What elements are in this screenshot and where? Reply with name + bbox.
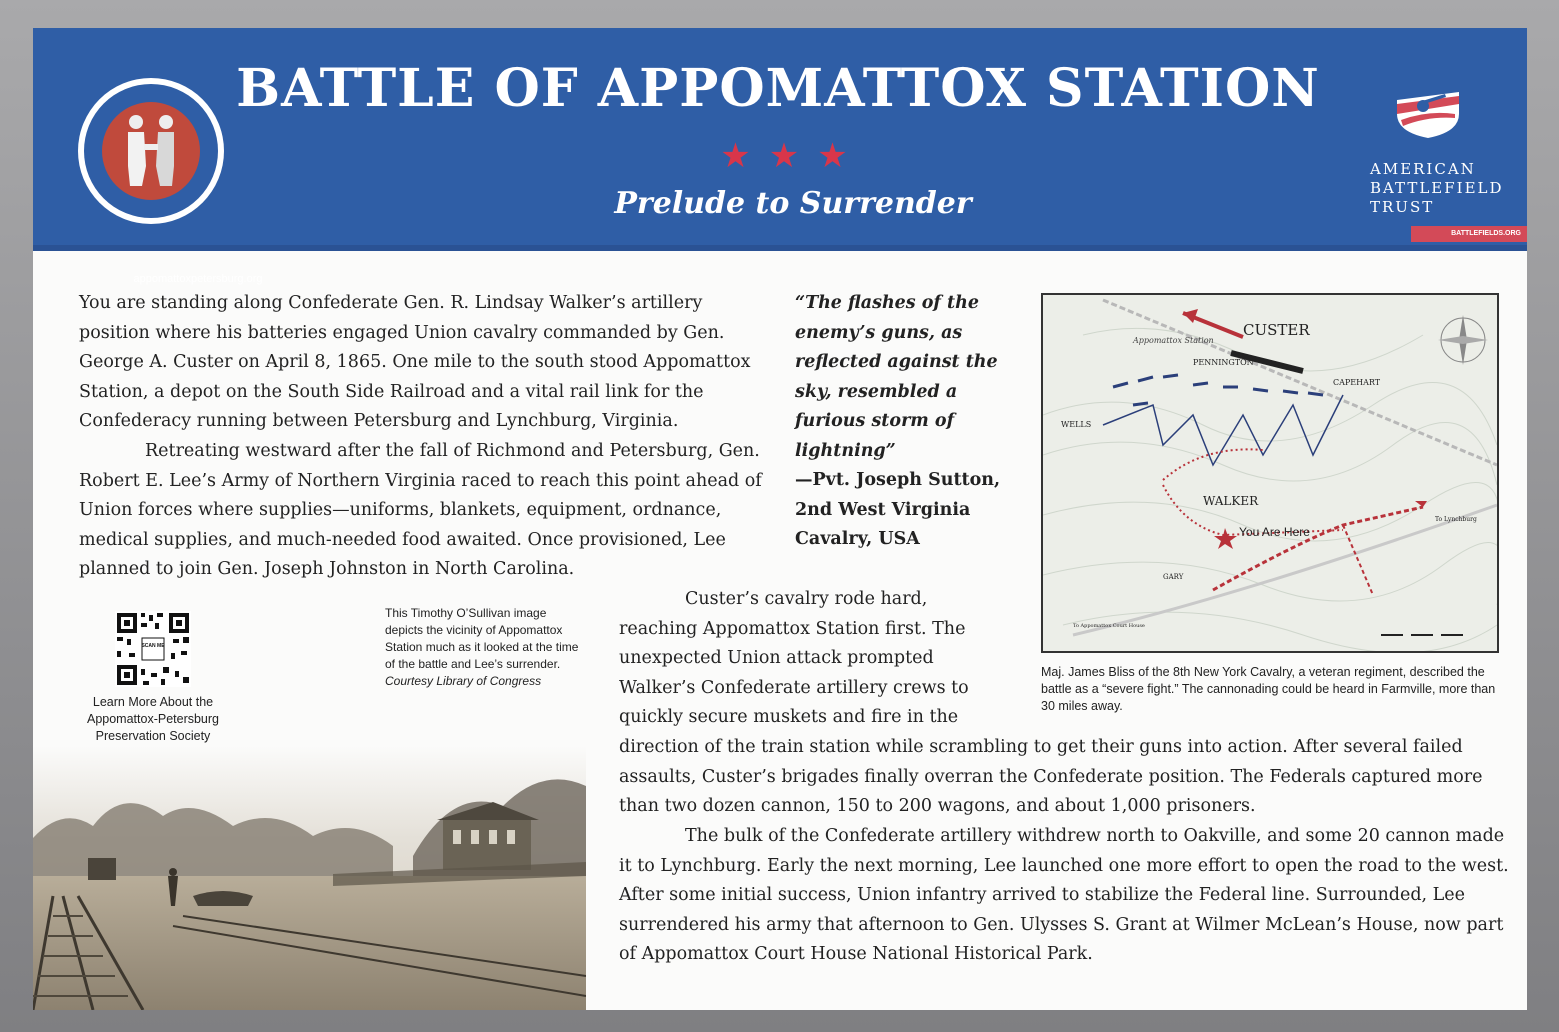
header-stripe [33, 245, 1527, 251]
sign-header [33, 28, 1527, 285]
terrain-contours [1043, 328, 1497, 651]
photo-caption-text: This Timothy O’Sullivan image depicts the vicinity of Appomattox Station much as it looked at the time of the battle and Lee’s surrender. [385, 606, 579, 671]
battle-map [1041, 293, 1499, 653]
photo-caption [385, 605, 585, 690]
sign-subtitle: Prelude to Surrender [614, 186, 972, 221]
qr-caption: Learn More About the Appomattox-Petersburg Preservation Society [86, 695, 219, 743]
paragraph-1: You are standing along Confederate Gen. R. Lindsay Walker’s artillery position where his batteries engaged Union cavalry commanded by Gen. George A. Custer on April 8, 1865. One mile to the south stood Appomattox Station, a depot on the South Side Railroad and a vital rail link for the Confederacy running between Petersburg and Lynchburg, Virginia. [79, 293, 751, 431]
qr-badge: SCAN ME [141, 643, 165, 649]
retreat-route [1213, 507, 1423, 590]
interpretive-sign [33, 28, 1527, 1010]
label-capehart: CAPEHART [1333, 378, 1381, 387]
you-are-here-star-icon [1214, 528, 1237, 549]
label-you-are-here: You Are Here [1239, 525, 1310, 539]
pull-quote [795, 289, 1025, 555]
soldiers-handshake-icon [116, 108, 186, 188]
historic-photo [33, 746, 586, 1010]
sign-title: BATTLE OF APPOMATTOX STATION [236, 58, 1320, 119]
quote-text: “The flashes of the enemy’s guns, as reflected against the sky, resembled a furious storm of lightning” [795, 293, 998, 461]
label-custer: CUSTER [1243, 321, 1310, 339]
seal-url: appomattoxpetersburg.org [133, 273, 263, 285]
railcar [88, 858, 116, 880]
battlefields-url: BATTLEFIELDS.ORG [1411, 226, 1527, 242]
label-to-court-house: To Appomattox Court House [1073, 623, 1145, 629]
quote-attribution: —Pvt. Joseph Sutton, 2nd West Virginia Cavalry, USA [795, 470, 1001, 549]
label-to-lynchburg: To Lynchburg [1435, 516, 1477, 523]
trust-line-3: TRUST [1370, 198, 1435, 216]
qr-code-icon[interactable] [115, 611, 191, 687]
paragraph-3-end: direction of the train station while scrambling to get their guns into action. After several failed assaults, Custer’s brigades finally overran the Confederate position. The Federals captured more than two dozen cannon, 150 to 200 wagons, and about 1,000 prisoners. [619, 737, 1483, 816]
paragraph-3-start: Custer’s cavalry rode hard, reaching Appomattox Station first. The unexpected Union attack prompted Walker’s Confederate artillery crews to quickly secure muskets and fire in the [619, 589, 969, 727]
map-caption: Maj. James Bliss of the 8th New York Cavalry, a veteran regiment, described the battle as a “severe fight.” The cannonading could be heard in Farmville, more than 30 miles away. [1041, 665, 1496, 713]
preservation-society-seal [78, 78, 263, 285]
photo-credit: Courtesy Library of Congress [385, 674, 542, 688]
trust-line-1: AMERICAN [1370, 160, 1476, 178]
railroad-station-photo [33, 746, 586, 1010]
label-station: Appomattox Station [1133, 336, 1214, 345]
trust-line-2: BATTLEFIELD [1370, 179, 1504, 197]
stars-icon: ★★★ [720, 136, 866, 176]
label-gary: GARY [1163, 573, 1184, 581]
paragraph-2: Retreating westward after the fall of Richmond and Petersburg, Gen. Robert E. Lee’s Army of Northern Virginia raced to reach this point ahead of Union forces where supplies—uniforms, blankets, equipment, ordnance, medical supplies, and much-needed food awaited. Once provisioned, Lee planned to join Gen. Joseph Johnston in North Carolina. [79, 441, 762, 579]
label-walker: WALKER [1203, 494, 1259, 508]
paragraph-4: The bulk of the Confederate artillery withdrew north to Oakville, and some 20 cannon made it to Lynchburg. Early the next morning, Lee launched one more effort to open the road to the west. After some initial success, Union infantry arrived to stabilize the Federal line. Surrounded, Lee surrendered his army that afternoon to Gen. Ulysses S. Grant at Wilmer McLean’s House, now part of Appomattox Court House National Historical Park. [619, 826, 1509, 964]
battle-map-drawing [1043, 295, 1497, 651]
battlefield-trust-logo [1393, 70, 1463, 140]
label-pennington: PENNINGTON [1193, 358, 1254, 367]
label-wells: WELLS [1061, 420, 1092, 429]
battlefield-trust-name [1370, 160, 1510, 217]
union-units [1113, 375, 1323, 405]
